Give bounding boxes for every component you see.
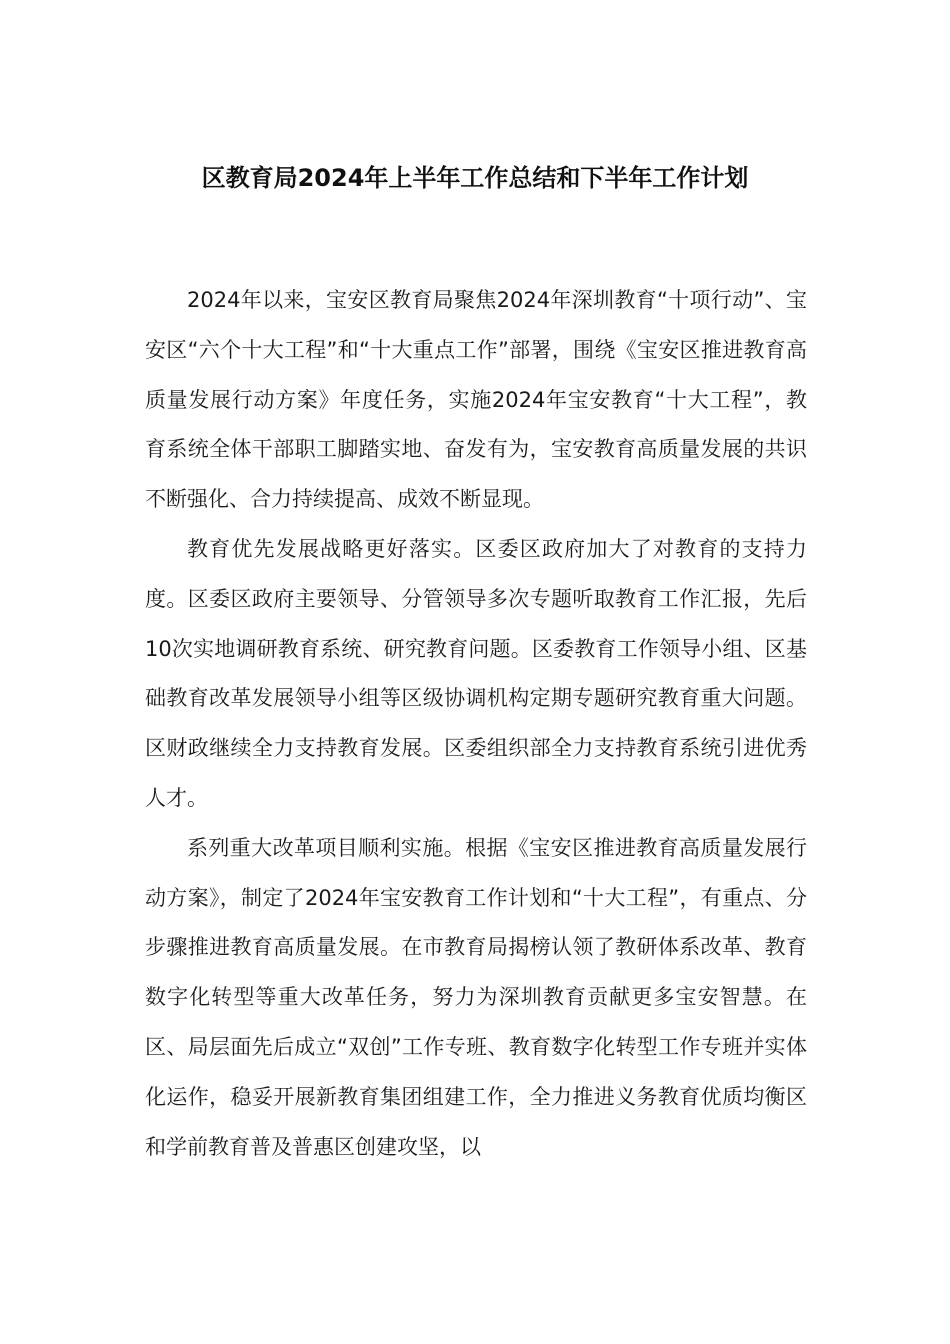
document-body xyxy=(145,276,807,1172)
paragraph-reform-projects: 系列重大改革项目顺利实施。根据《宝安区推进教育高质量发展行动方案》，制定了2024年宝安教育工作计划和“十大工程”，有重点、分步骤推进教育高质量发展。在市教育局揭榜认领了教研体系改革、教育数字化转型等重大改革任务，努力为深圳教育贡献更多宝安智慧。在区、局层面先后成立“双创”工作专班、教育数字化转型工作专班并实体化运作，稳妥开展新教育集团组建工作，全力推进义务教育优质均衡区和学前教育普及普惠区创建攻坚，以 xyxy=(145,835,807,1159)
paragraph-intro: 2024年以来，宝安区教育局聚焦2024年深圳教育“十项行动”、宝安区“六个十大工程”和“十大重点工作”部署，围绕《宝安区推进教育高质量发展行动方案》年度任务，实施2024年宝安教育“十大工程”，教育系统全体干部职工脚踏实地、奋发有为，宝安教育高质量发展的共识不断强化、合力持续提高、成效不断显现。 xyxy=(145,288,807,512)
paragraph-education-priority: 教育优先发展战略更好落实。区委区政府加大了对教育的支持力度。区委区政府主要领导、分管领导多次专题听取教育工作汇报，先后10次实地调研教育系统、研究教育问题。区委教育工作领导小组、区基础教育改革发展领导小组等区级协调机构定期专题研究教育重大问题。区财政继续全力支持教育发展。区委组织部全力支持教育系统引进优秀人才。 xyxy=(145,536,807,810)
document-title: 区教育局2024年上半年工作总结和下半年工作计划 xyxy=(201,164,749,192)
